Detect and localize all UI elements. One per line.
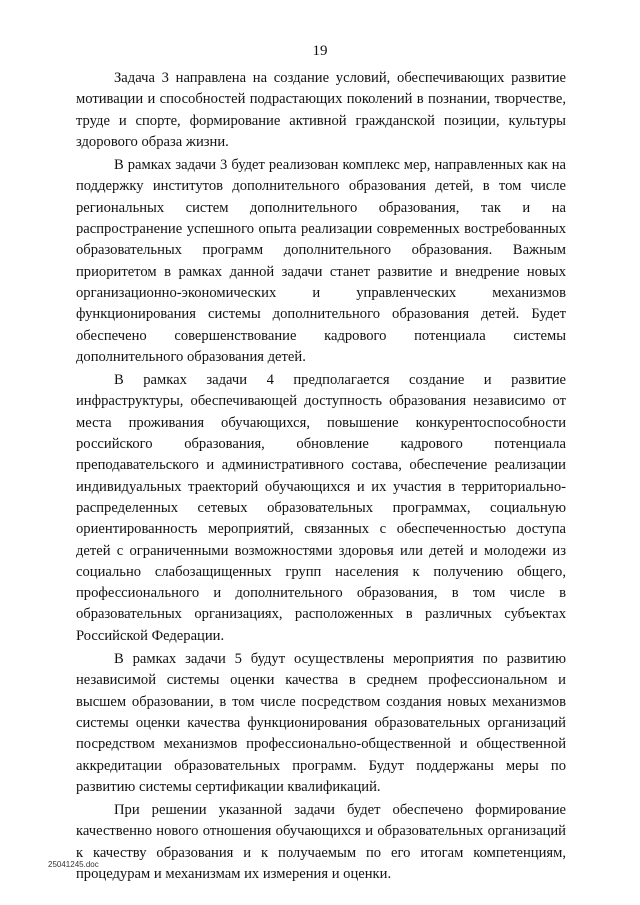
- paragraph-task-3-measures: В рамках задачи 3 будет реализован комплекс мер, направленных как на поддержку институтов дополнительного образования детей, в том числе региональных систем дополнительного образования, так и на распространение успешного опыта реализации современных востребованных образовательных программ дополнительного образования. Важным приоритетом в рамках данной задачи станет развитие и внедрение новых организационно-экономических и управленческих механизмов функционирования системы дополнительного образования детей. Будет обеспечено совершенствование кадрового потенциала системы дополнительного образования детей.: [76, 157, 566, 365]
- page-number: 19: [312, 43, 328, 59]
- file-name-footer: 25041245.doc: [48, 860, 99, 869]
- paragraph-task-3-goal: Задача 3 направлена на создание условий, обеспечивающих развитие мотивации и способностей подрастающих поколений в познании, творчестве, труде и спорте, формирование активной гражданской позиции, культуры здорового образа жизни.: [76, 70, 566, 150]
- paragraph-task-5: В рамках задачи 5 будут осуществлены мероприятия по развитию независимой системы оценки качества в среднем профессиональном и высшем образовании, в том числе посредством создания новых механизмов системы оценки качества функционирования образовательных организаций посредством механизмов профессионально-общественной и общественной аккредитации образовательных программ. Будут поддержаны меры по развитию системы сертификации квалификаций.: [76, 651, 566, 795]
- paragraph-task-5-outcome: При решении указанной задачи будет обеспечено формирование качественно нового отношения обучающихся и образовательных организаций к качеству образования и к получаемым по его итогам компетенциям, процедурам и механизмам их измерения и оценки.: [76, 802, 566, 882]
- document-body: [76, 68, 566, 887]
- paragraph-task-4: В рамках задачи 4 предполагается создание и развитие инфраструктуры, обеспечивающей доступность образования независимо от места проживания обучающихся, повышение конкурентоспособности российского образования, обновление кадрового потенциала преподавательского и административного состава, обеспечение реализации индивидуальных траекторий обучающихся и их участия в территориально-распределенных сетевых образовательных программах, социальную ориентированность мероприятий, связанных с обеспеченностью доступа детей с ограниченными возможностями здоровья или детей и молодежи из социально слабозащищенных групп населения к получению общего, профессионального и дополнительного образования, в том числе в образовательных организациях, расположенных в различных субъектах Российской Федерации.: [76, 372, 566, 644]
